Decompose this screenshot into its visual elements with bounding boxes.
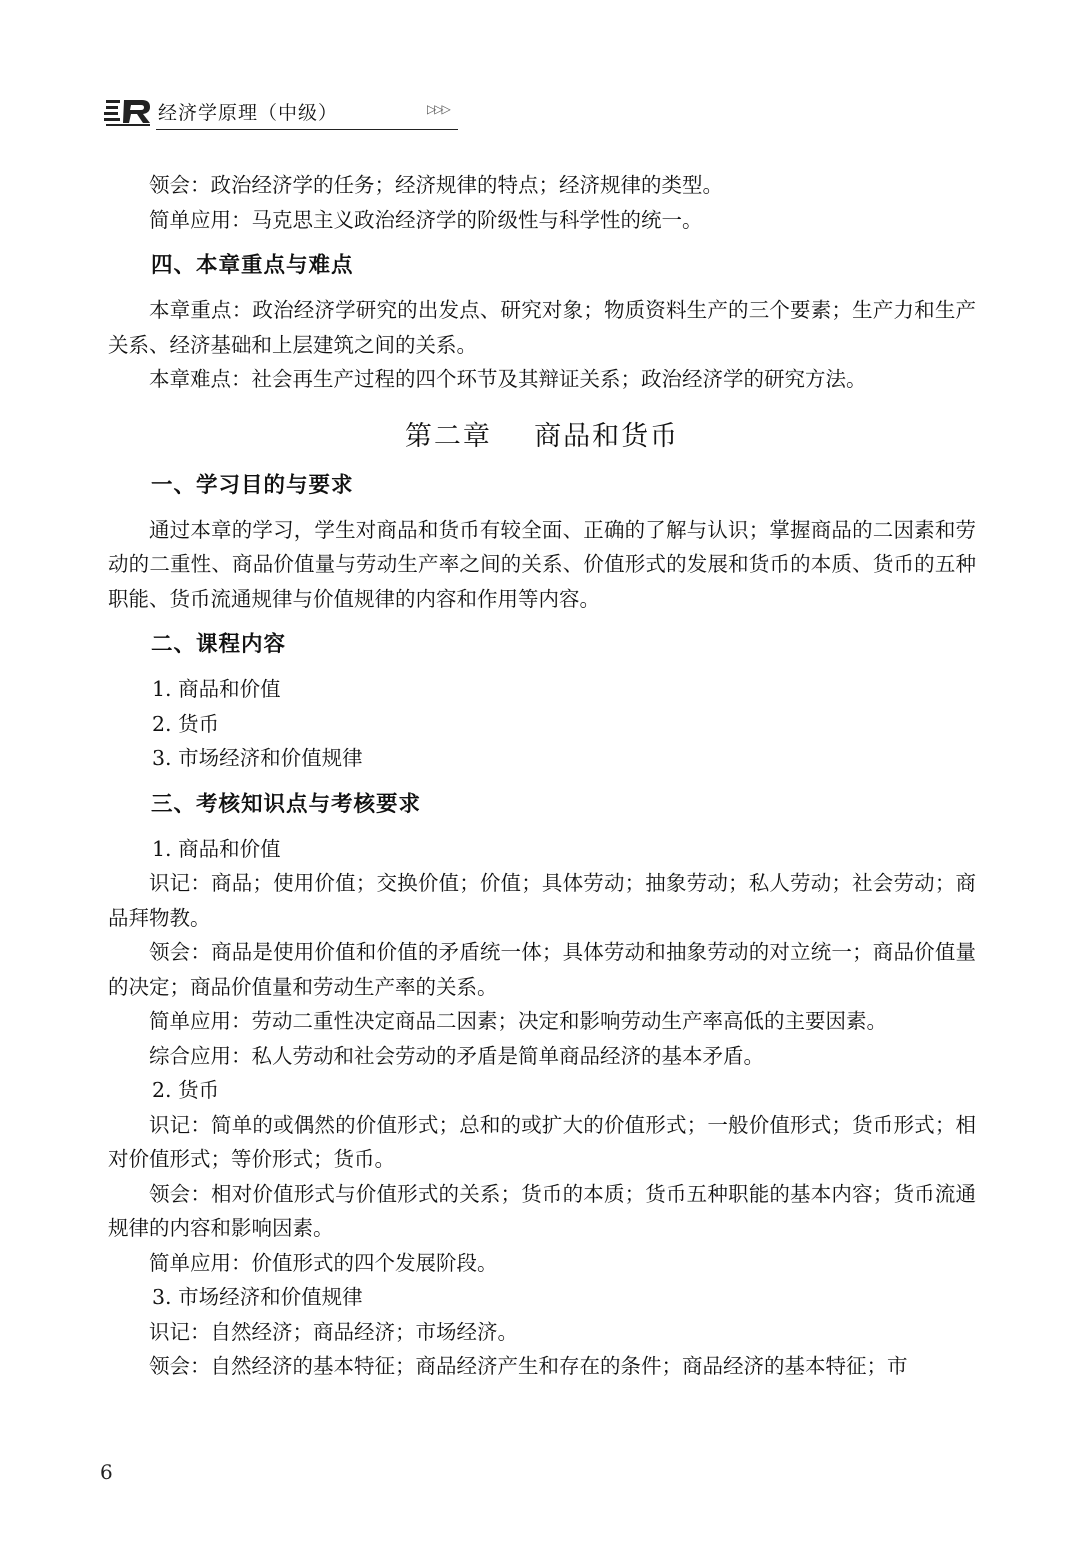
section-heading: 一、学习目的与要求	[151, 472, 354, 498]
list-item: 1. 商品和价值	[152, 677, 281, 701]
paragraph: 本章难点：社会再生产过程的四个环节及其辩证关系；政治经济学的研究方法。	[149, 367, 867, 391]
subsection-title: 1. 商品和价值	[152, 836, 281, 861]
subsection-title: 2. 货币	[152, 1078, 220, 1102]
list-item: 3. 市场经济和价值规律	[152, 746, 363, 770]
paragraph: 通过本章的学习，学生对商品和货币有较全面、正确的了解与认识；掌握商品的二因素和劳动的二重性、商品价值量与劳动生产率之间的关系、价值形式的发展和货币的本质、货币的五种职能、货币流通规律与价值规律的内容和作用等内容。	[108, 517, 976, 611]
paragraph: 本章重点：政治经济学研究的出发点、研究对象；物质资料生产的三个要素；生产力和生产关系、经济基础和上层建筑之间的关系。	[108, 298, 976, 357]
paragraph: 领会：商品是使用价值和价值的矛盾统一体；具体劳动和抽象劳动的对立统一；商品价值量的决定；商品价值量和劳动生产率的关系。	[108, 940, 976, 999]
header-arrows-icon: ▷▷▷	[427, 102, 449, 116]
paragraph: 识记：简单的或偶然的价值形式；总和的或扩大的价值形式；一般价值形式；货币形式；相对价值形式；等价形式；货币。	[108, 1112, 976, 1171]
book-logo-icon	[104, 96, 152, 128]
paragraph: 简单应用：劳动二重性决定商品二因素；决定和影响劳动生产率高低的主要因素。	[149, 1009, 887, 1033]
paragraph: 识记：自然经济；商品经济；市场经济。	[149, 1319, 518, 1344]
header-title: 经济学原理（中级）	[158, 102, 339, 124]
paragraph: 简单应用：价值形式的四个发展阶段。	[149, 1250, 498, 1275]
running-header	[104, 92, 449, 132]
page-body	[108, 168, 976, 1384]
paragraph: 识记：商品；使用价值；交换价值；价值；具体劳动；抽象劳动；私人劳动；社会劳动；商品拜物教。	[108, 871, 976, 930]
paragraph: 综合应用：私人劳动和社会劳动的矛盾是简单商品经济的基本矛盾。	[149, 1043, 764, 1068]
paragraph: 领会：自然经济的基本特征；商品经济产生和存在的条件；商品经济的基本特征；市	[149, 1354, 908, 1378]
chapter-title: 第二章 商品和货币	[404, 420, 680, 452]
subsection-title: 3. 市场经济和价值规律	[152, 1285, 363, 1309]
section-heading: 三、考核知识点与考核要求	[151, 791, 422, 817]
paragraph: 领会：相对价值形式与价值形式的关系；货币的本质；货币五种职能的基本内容；货币流通规律的内容和影响因素。	[108, 1181, 976, 1240]
section-heading: 二、课程内容	[151, 632, 287, 657]
paragraph: 领会：政治经济学的任务；经济规律的特点；经济规律的类型。	[149, 173, 723, 197]
list-item: 2. 货币	[152, 711, 220, 736]
section-heading: 四、本章重点与难点	[151, 253, 354, 278]
paragraph: 简单应用：马克思主义政治经济学的阶级性与科学性的统一。	[149, 207, 703, 232]
page-number: 6	[100, 1460, 113, 1484]
header-rule	[156, 129, 458, 130]
